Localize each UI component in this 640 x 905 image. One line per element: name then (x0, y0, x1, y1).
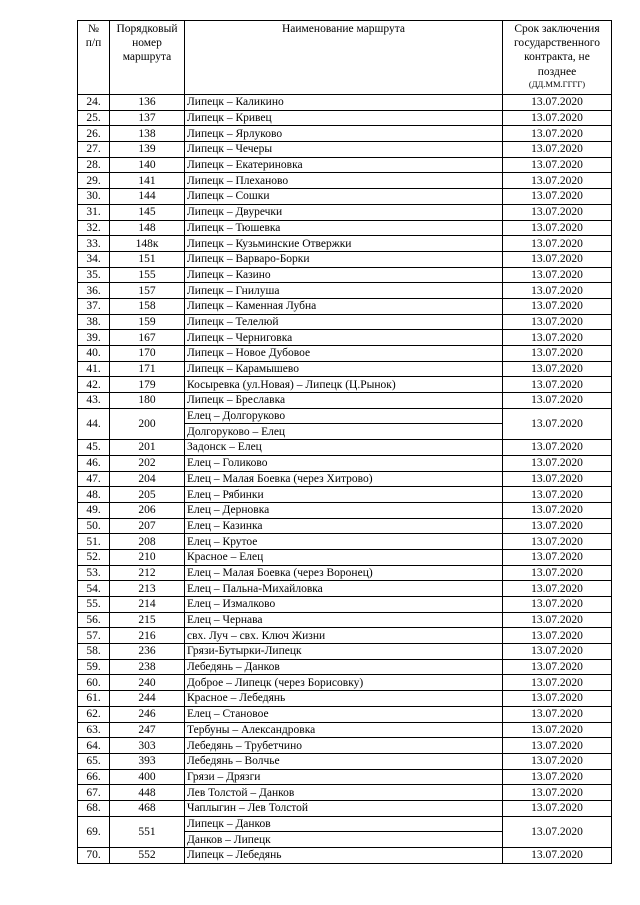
table-row (78, 298, 612, 314)
table-row (78, 659, 612, 675)
contract-date: 13.07.2020 (503, 612, 612, 628)
row-number: 48. (78, 487, 110, 503)
row-number: 38. (78, 314, 110, 330)
table-row (78, 612, 612, 628)
table-row (78, 534, 612, 550)
row-number: 44. (78, 408, 110, 439)
header-number (78, 21, 110, 95)
route-code: 468 (110, 800, 185, 816)
row-number: 64. (78, 738, 110, 754)
table-body (78, 95, 612, 864)
table-row (78, 722, 612, 738)
route-name: Липецк – Тюшевка (185, 220, 503, 236)
route-code: 212 (110, 565, 185, 581)
route-code: 244 (110, 691, 185, 707)
route-code: 140 (110, 157, 185, 173)
row-number: 32. (78, 220, 110, 236)
contract-date: 13.07.2020 (503, 189, 612, 205)
row-number: 49. (78, 502, 110, 518)
route-code: 204 (110, 471, 185, 487)
table-row (78, 706, 612, 722)
row-number: 63. (78, 722, 110, 738)
route-name: Лебедянь – Волчье (185, 753, 503, 769)
route-name: Елец – Крутое (185, 534, 503, 550)
contract-date: 13.07.2020 (503, 157, 612, 173)
row-number: 39. (78, 330, 110, 346)
contract-date: 13.07.2020 (503, 706, 612, 722)
route-code: 170 (110, 346, 185, 362)
route-code: 400 (110, 769, 185, 785)
contract-date: 13.07.2020 (503, 251, 612, 267)
route-code: 205 (110, 487, 185, 503)
contract-date: 13.07.2020 (503, 518, 612, 534)
contract-date: 13.07.2020 (503, 628, 612, 644)
route-code: 148к (110, 236, 185, 252)
table-row (78, 738, 612, 754)
contract-date: 13.07.2020 (503, 440, 612, 456)
route-code: 551 (110, 816, 185, 847)
route-name: Елец – Становое (185, 706, 503, 722)
table-row (78, 800, 612, 816)
table-row (78, 628, 612, 644)
route-name: Липецк – Варваро-Борки (185, 251, 503, 267)
contract-date: 13.07.2020 (503, 722, 612, 738)
table-row (78, 565, 612, 581)
table-row (78, 346, 612, 362)
route-code: 148 (110, 220, 185, 236)
row-number: 27. (78, 142, 110, 158)
route-name: Чаплыгин – Лев Толстой (185, 800, 503, 816)
row-number: 35. (78, 267, 110, 283)
contract-date: 13.07.2020 (503, 471, 612, 487)
route-name: Елец – Голиково (185, 455, 503, 471)
table-row (78, 581, 612, 597)
table-row (78, 440, 612, 456)
route-code: 206 (110, 502, 185, 518)
route-name: Липецк – Телелюй (185, 314, 503, 330)
contract-date: 13.07.2020 (503, 644, 612, 660)
row-number: 47. (78, 471, 110, 487)
row-number: 33. (78, 236, 110, 252)
route-name: Липецк – Черниговка (185, 330, 503, 346)
contract-date: 13.07.2020 (503, 142, 612, 158)
row-number: 34. (78, 251, 110, 267)
route-code: 138 (110, 126, 185, 142)
row-number: 52. (78, 549, 110, 565)
route-name: Косыревка (ул.Новая) – Липецк (Ц.Рынок) (185, 377, 503, 393)
contract-date: 13.07.2020 (503, 126, 612, 142)
route-code: 247 (110, 722, 185, 738)
table-row (78, 126, 612, 142)
table-row (78, 110, 612, 126)
contract-date: 13.07.2020 (503, 848, 612, 864)
row-number: 53. (78, 565, 110, 581)
route-code: 141 (110, 173, 185, 189)
row-number: 66. (78, 769, 110, 785)
row-number: 24. (78, 95, 110, 111)
table-row (78, 314, 612, 330)
route-code: 180 (110, 393, 185, 409)
contract-date: 13.07.2020 (503, 330, 612, 346)
table-row (78, 361, 612, 377)
header-route-code-text: Порядковый номер маршрута (116, 23, 178, 64)
contract-date: 13.07.2020 (503, 785, 612, 801)
header-route-name-text: Наименование маршрута (281, 23, 406, 35)
route-code: 238 (110, 659, 185, 675)
route-name: свх. Луч – свх. Ключ Жизни (185, 628, 503, 644)
route-name: Липецк – Ярлуково (185, 126, 503, 142)
table-row (78, 675, 612, 691)
route-name: Липецк – Гнилуша (185, 283, 503, 299)
route-code: 201 (110, 440, 185, 456)
table-row (78, 471, 612, 487)
table-row (78, 220, 612, 236)
contract-date: 13.07.2020 (503, 377, 612, 393)
route-code: 179 (110, 377, 185, 393)
route-name: Липецк – Чечеры (185, 142, 503, 158)
route-code: 236 (110, 644, 185, 660)
table-row (78, 753, 612, 769)
header-contract-date-text: Срок заключения государственного контракта, не позднее (514, 23, 600, 78)
table-row (78, 283, 612, 299)
route-code: 136 (110, 95, 185, 111)
table-row (78, 816, 612, 832)
contract-date: 13.07.2020 (503, 565, 612, 581)
contract-date: 13.07.2020 (503, 298, 612, 314)
route-code: 200 (110, 408, 185, 439)
contract-date: 13.07.2020 (503, 549, 612, 565)
row-number: 62. (78, 706, 110, 722)
route-code: 202 (110, 455, 185, 471)
contract-date: 13.07.2020 (503, 267, 612, 283)
route-name: Данков – Липецк (185, 832, 503, 848)
table-row (78, 408, 612, 424)
route-name: Елец – Рябинки (185, 487, 503, 503)
row-number: 68. (78, 800, 110, 816)
table-row (78, 549, 612, 565)
table-row (78, 455, 612, 471)
table-row (78, 769, 612, 785)
route-name: Елец – Казинка (185, 518, 503, 534)
row-number: 40. (78, 346, 110, 362)
contract-date: 13.07.2020 (503, 753, 612, 769)
row-number: 60. (78, 675, 110, 691)
row-number: 46. (78, 455, 110, 471)
row-number: 70. (78, 848, 110, 864)
row-number: 25. (78, 110, 110, 126)
contract-date: 13.07.2020 (503, 534, 612, 550)
route-name: Липецк – Екатериновка (185, 157, 503, 173)
route-code: 552 (110, 848, 185, 864)
row-number: 26. (78, 126, 110, 142)
contract-date: 13.07.2020 (503, 204, 612, 220)
route-name: Липецк – Плеханово (185, 173, 503, 189)
contract-date: 13.07.2020 (503, 738, 612, 754)
contract-date: 13.07.2020 (503, 502, 612, 518)
table-header-row (78, 21, 612, 95)
contract-date: 13.07.2020 (503, 675, 612, 691)
route-name: Елец – Малая Боевка (через Воронец) (185, 565, 503, 581)
route-code: 171 (110, 361, 185, 377)
contract-date: 13.07.2020 (503, 314, 612, 330)
row-number: 45. (78, 440, 110, 456)
contract-date: 13.07.2020 (503, 220, 612, 236)
header-contract-date (503, 21, 612, 95)
contract-date: 13.07.2020 (503, 346, 612, 362)
table-row (78, 142, 612, 158)
route-code: 240 (110, 675, 185, 691)
route-name: Липецк – Каменная Лубна (185, 298, 503, 314)
contract-date: 13.07.2020 (503, 361, 612, 377)
row-number: 51. (78, 534, 110, 550)
route-code: 393 (110, 753, 185, 769)
route-code: 145 (110, 204, 185, 220)
route-name: Елец – Долгоруково (185, 408, 503, 424)
route-name: Красное – Лебедянь (185, 691, 503, 707)
row-number: 41. (78, 361, 110, 377)
table-row (78, 644, 612, 660)
route-name: Липецк – Новое Дубовое (185, 346, 503, 362)
route-code: 215 (110, 612, 185, 628)
row-number: 65. (78, 753, 110, 769)
route-code: 144 (110, 189, 185, 205)
contract-date: 13.07.2020 (503, 691, 612, 707)
contract-date: 13.07.2020 (503, 393, 612, 409)
table-row (78, 597, 612, 613)
row-number: 69. (78, 816, 110, 847)
table-row (78, 251, 612, 267)
route-code: 157 (110, 283, 185, 299)
route-name: Липецк – Казино (185, 267, 503, 283)
contract-date: 13.07.2020 (503, 455, 612, 471)
table-row (78, 173, 612, 189)
contract-date: 13.07.2020 (503, 581, 612, 597)
route-name: Липецк – Каликино (185, 95, 503, 111)
route-code: 208 (110, 534, 185, 550)
route-name: Долгоруково – Елец (185, 424, 503, 440)
contract-date: 13.07.2020 (503, 816, 612, 847)
route-code: 246 (110, 706, 185, 722)
contract-date: 13.07.2020 (503, 236, 612, 252)
contract-date: 13.07.2020 (503, 408, 612, 439)
table-row (78, 204, 612, 220)
route-name: Грязи-Бутырки-Липецк (185, 644, 503, 660)
route-name: Липецк – Данков (185, 816, 503, 832)
row-number: 36. (78, 283, 110, 299)
contract-date: 13.07.2020 (503, 800, 612, 816)
route-name: Липецк – Карамышево (185, 361, 503, 377)
row-number: 29. (78, 173, 110, 189)
table-row (78, 157, 612, 173)
row-number: 67. (78, 785, 110, 801)
contract-date: 13.07.2020 (503, 659, 612, 675)
routes-table (77, 20, 612, 864)
table-row (78, 330, 612, 346)
header-number-line2: п/п (85, 37, 102, 50)
row-number: 55. (78, 597, 110, 613)
row-number: 61. (78, 691, 110, 707)
route-code: 151 (110, 251, 185, 267)
route-code: 159 (110, 314, 185, 330)
contract-date: 13.07.2020 (503, 110, 612, 126)
route-code: 155 (110, 267, 185, 283)
route-name: Грязи – Дрязги (185, 769, 503, 785)
contract-date: 13.07.2020 (503, 173, 612, 189)
route-code: 167 (110, 330, 185, 346)
row-number: 59. (78, 659, 110, 675)
route-name: Елец – Дерновка (185, 502, 503, 518)
route-name: Красное – Елец (185, 549, 503, 565)
row-number: 56. (78, 612, 110, 628)
row-number: 31. (78, 204, 110, 220)
route-name: Лебедянь – Трубетчино (185, 738, 503, 754)
route-name: Тербуны – Александровка (185, 722, 503, 738)
route-code: 216 (110, 628, 185, 644)
route-name: Лев Толстой – Данков (185, 785, 503, 801)
header-route-code (110, 21, 185, 95)
route-name: Елец – Измалково (185, 597, 503, 613)
row-number: 42. (78, 377, 110, 393)
row-number: 50. (78, 518, 110, 534)
route-code: 210 (110, 549, 185, 565)
route-name: Липецк – Бреславка (185, 393, 503, 409)
route-name: Доброе – Липецк (через Борисовку) (185, 675, 503, 691)
contract-date: 13.07.2020 (503, 95, 612, 111)
row-number: 43. (78, 393, 110, 409)
route-code: 303 (110, 738, 185, 754)
route-name: Липецк – Лебедянь (185, 848, 503, 864)
header-route-name (185, 21, 503, 95)
table-row (78, 487, 612, 503)
route-code: 158 (110, 298, 185, 314)
route-name: Елец – Пальна-Михайловка (185, 581, 503, 597)
row-number: 28. (78, 157, 110, 173)
table-row (78, 502, 612, 518)
table-row (78, 848, 612, 864)
table-row (78, 189, 612, 205)
row-number: 54. (78, 581, 110, 597)
route-code: 139 (110, 142, 185, 158)
table-row (78, 691, 612, 707)
table-row (78, 518, 612, 534)
route-name: Елец – Малая Боевка (через Хитрово) (185, 471, 503, 487)
route-name: Липецк – Кузьминские Отвержки (185, 236, 503, 252)
contract-date: 13.07.2020 (503, 283, 612, 299)
contract-date: 13.07.2020 (503, 487, 612, 503)
row-number: 37. (78, 298, 110, 314)
document-page (77, 20, 611, 864)
header-number-line1: № (88, 23, 99, 35)
route-name: Елец – Чернава (185, 612, 503, 628)
contract-date: 13.07.2020 (503, 597, 612, 613)
header-date-format: (ДД.ММ.ГГГГ) (528, 78, 586, 89)
row-number: 58. (78, 644, 110, 660)
contract-date: 13.07.2020 (503, 769, 612, 785)
row-number: 57. (78, 628, 110, 644)
route-name: Липецк – Кривец (185, 110, 503, 126)
route-code: 214 (110, 597, 185, 613)
table-row (78, 393, 612, 409)
row-number: 30. (78, 189, 110, 205)
route-code: 213 (110, 581, 185, 597)
route-code: 207 (110, 518, 185, 534)
table-row (78, 95, 612, 111)
route-code: 448 (110, 785, 185, 801)
route-name: Лебедянь – Данков (185, 659, 503, 675)
table-row (78, 377, 612, 393)
route-name: Липецк – Двуречки (185, 204, 503, 220)
route-name: Липецк – Сошки (185, 189, 503, 205)
table-row (78, 785, 612, 801)
table-row (78, 236, 612, 252)
table-row (78, 267, 612, 283)
route-name: Задонск – Елец (185, 440, 503, 456)
route-code: 137 (110, 110, 185, 126)
